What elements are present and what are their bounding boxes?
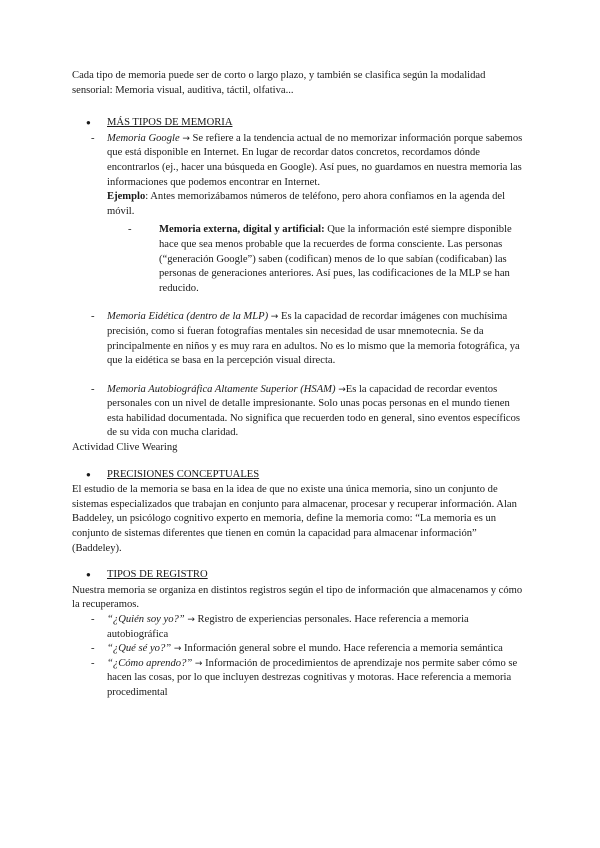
section-heading-precisiones: ● PRECISIONES CONCEPTUALES <box>72 468 528 483</box>
dash-bullet-icon: - <box>91 132 95 144</box>
section-heading-tipos-registro: ● TIPOS DE REGISTRO <box>72 568 528 583</box>
list-item-quien-soy <box>72 613 528 642</box>
dash-bullet-icon: - <box>91 643 95 655</box>
precisiones-paragraph: El estudio de la memoria se basa en la idea de que no existe una única memoria, sino un conjunto de sistemas especializados que trabajan en conjunto para almacenar, procesar y recuperar información. Alan Baddeley, un psicólogo cognitivo experto en memoria, define la memoria como: “La memoria es un conjunto de sistemas diferentes que tienen en común la capacidad para almacenar información” (Baddeley). <box>72 484 517 554</box>
arrow-right-icon: → <box>338 384 346 395</box>
bullet-dot-icon: ● <box>86 570 91 580</box>
example-text: : Antes memorizábamos números de teléfono, pero ahora confiamos en la agenda del móvil. <box>107 191 506 217</box>
memoria-eidetica-text: Es la capacidad de recordar imágenes con muchísima precisión, como si fueran fotografías mentales sin necesidad de usar mnemotecnia. Se da principalmente en niños y es muy rara en adultos. No es lo mismo que la memoria fotográfica, ya que la eidética se basa en la percepción visual directa. <box>107 311 520 367</box>
arrow-right-icon: → <box>182 133 190 144</box>
answer-que-se: Información general sobre el mundo. Hace referencia a memoria semántica <box>184 643 503 655</box>
term-memoria-externa: Memoria externa, digital y artificial: <box>159 224 325 236</box>
memoria-externa-text: Que la información esté siempre disponible hace que sea menos probable que la recuerdes de forma consciente. Las personas (“generación Google”) saben (codifican) menos de lo que sabían (codificaban) las personas de generaciones anteriores. Así pues, las codificaciones de la MLP se han reducido. <box>159 224 512 294</box>
arrow-right-icon: → <box>173 644 182 655</box>
dash-bullet-icon: - <box>128 224 132 236</box>
arrow-right-icon: → <box>270 312 279 323</box>
list-item-memoria-eidetica <box>72 310 528 368</box>
list-item-que-se <box>72 642 528 657</box>
sub-item-memoria-externa <box>72 223 528 296</box>
intro-paragraph: Cada tipo de memoria puede ser de corto o largo plazo, y también se clasifica según la modalidad sensorial: Memoria visual, auditiva, táctil, olfativa... <box>72 70 486 96</box>
example-label: Ejemplo <box>107 191 146 203</box>
question-quien-soy: “¿Quién soy yo?” <box>107 614 185 625</box>
document-body <box>72 69 528 701</box>
term-hsam: Memoria Autobiográfica Altamente Superior (HSAM) <box>107 383 336 395</box>
bullet-dot-icon: ● <box>86 118 91 128</box>
arrow-right-icon: → <box>187 615 195 625</box>
arrow-right-icon: → <box>194 658 203 669</box>
activity-line: Actividad Clive Wearing <box>72 442 178 454</box>
bullet-dot-icon: ● <box>86 469 91 479</box>
term-memoria-google: Memoria Google <box>107 132 180 144</box>
tipos-registro-paragraph: Nuestra memoria se organiza en distintos registros según el tipo de información que almacenamos y cómo la recuperamos. <box>72 584 523 611</box>
answer-como-aprendo: Información de procedimientos de aprendizaje nos permite saber cómo se hacen las cosas, por lo que incluyen destrezas cognitivas y motoras. Hace referencia a memoria procedimental <box>107 657 518 698</box>
question-que-se: “¿Qué sé yo?” <box>107 643 172 655</box>
dash-bullet-icon: - <box>91 657 95 669</box>
dash-bullet-icon: - <box>91 614 95 625</box>
term-memoria-eidetica: Memoria Eidética (dentro de la MLP) <box>107 311 269 323</box>
list-item-como-aprendo <box>72 657 528 701</box>
list-item-hsam <box>72 383 528 441</box>
memoria-google-text: Se refiere a la tendencia actual de no memorizar información porque sabemos que está disponible en Internet. En lugar de recordar datos concretos, recordamos dónde encontrarlos (ej., hacer una búsqueda en Google). Así pues, no guardamos en nuestra memoria las informaciones que podemos encontrar en Internet. <box>107 132 523 188</box>
question-como-aprendo: “¿Cómo aprendo?” <box>107 657 193 669</box>
dash-bullet-icon: - <box>91 383 95 395</box>
dash-bullet-icon: - <box>91 311 95 323</box>
example-note <box>72 190 528 219</box>
answer-quien-soy: Registro de experiencias personales. Hace referencia a memoria autobiográfica <box>107 614 469 640</box>
list-item-memoria-google <box>72 132 528 190</box>
hsam-text: Es la capacidad de recordar eventos personales con un nivel de detalle impresionante. Solo unas pocas personas en el mundo tienen esta habilidad documentada. No significa que recuerden todo en general, sino eventos específicos de su vida con mucha claridad. <box>107 383 521 439</box>
section-heading-mas-tipos: ● MÁS TIPOS DE MEMORIA <box>72 116 528 131</box>
